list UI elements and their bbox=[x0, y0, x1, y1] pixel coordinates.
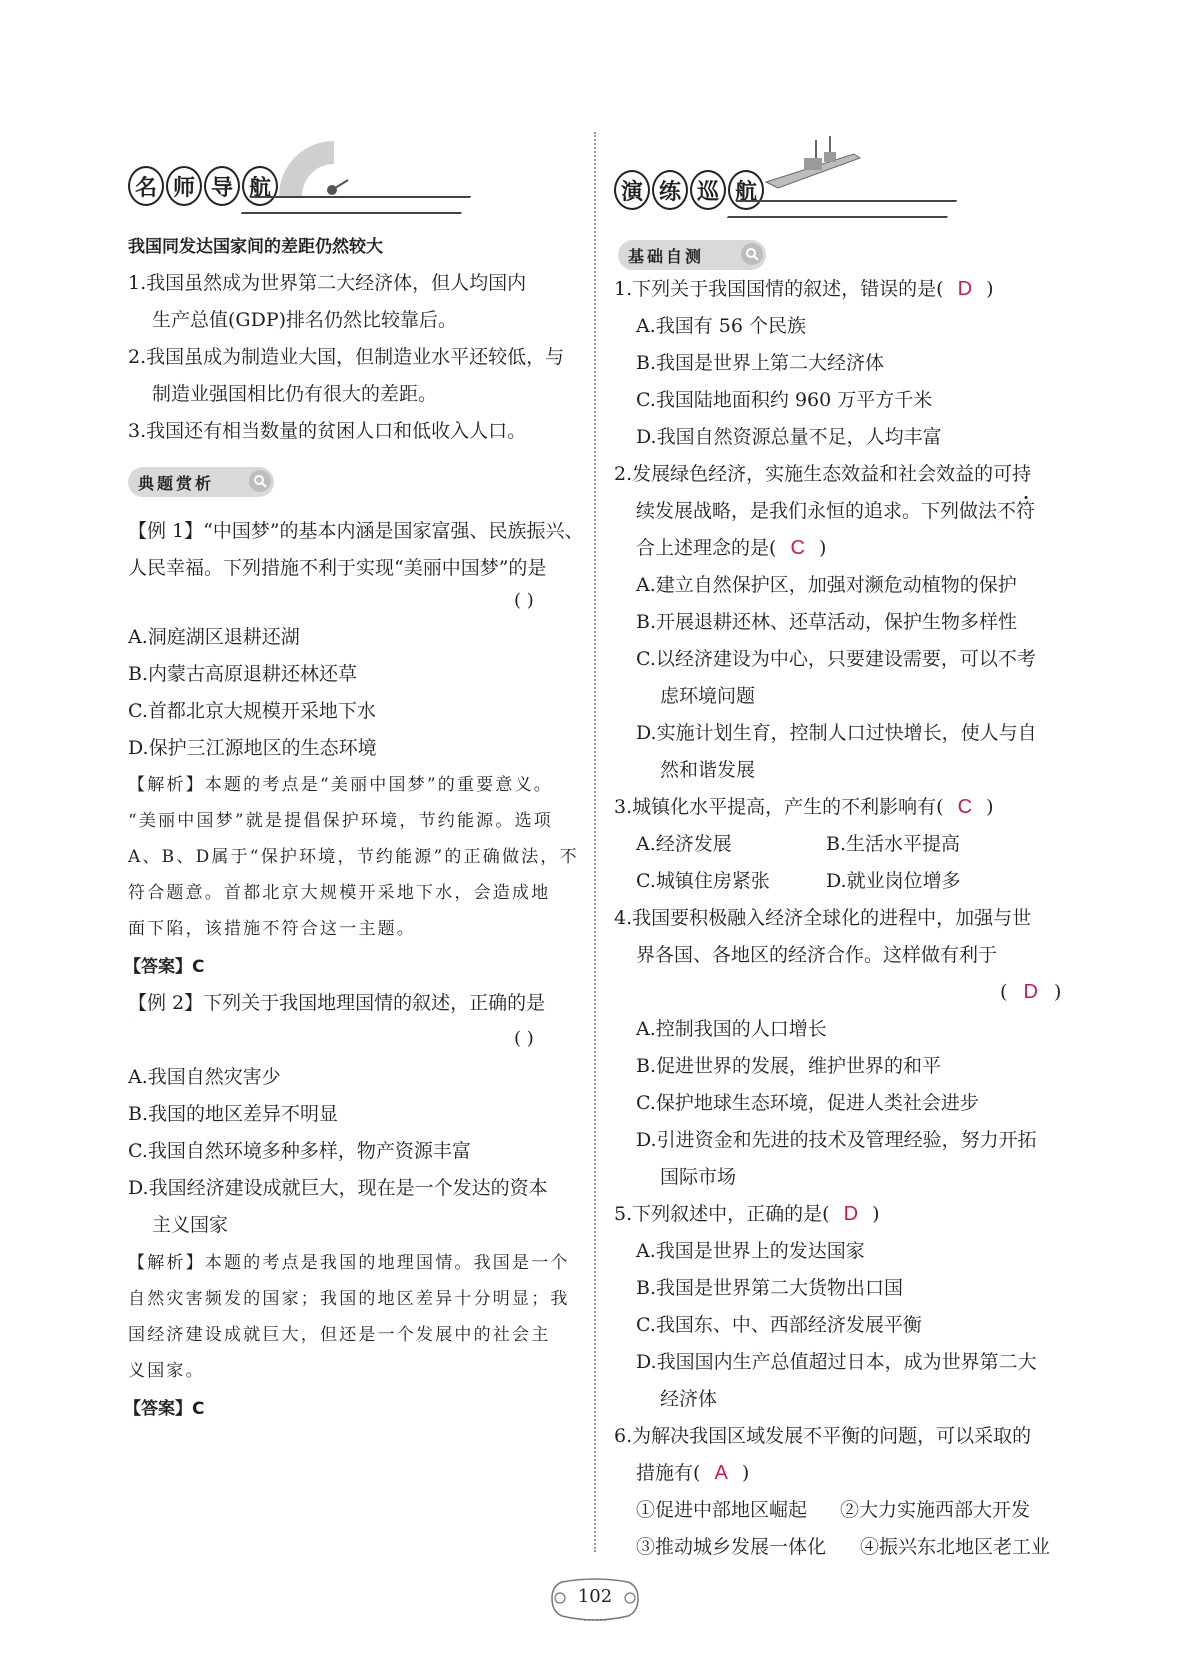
question-stem: 4.我国要积极融入经济全球化的进程中，加强与世 bbox=[614, 907, 1032, 929]
point-line: 3.我国还有相当数量的贫困人口和低收入人口。 bbox=[128, 420, 527, 442]
warship-icon bbox=[764, 132, 864, 192]
paren-close: ) bbox=[741, 1462, 750, 1484]
option: C.我国自然环境多种多样，物产资源丰富 bbox=[128, 1140, 471, 1162]
answer-label: 【答案】C bbox=[124, 957, 205, 977]
option: A.我国有 56 个民族 bbox=[636, 315, 807, 337]
answer-blank: ( ) bbox=[514, 590, 534, 611]
answer-mark: D bbox=[957, 278, 973, 300]
question-stem: 5.下列叙述中，正确的是( bbox=[614, 1203, 830, 1225]
option: D.我国国内生产总值超过日本，成为世界第二大 bbox=[636, 1351, 1037, 1373]
point-line: 2.我国虽成为制造业大国，但制造业水平还较低，与 bbox=[128, 346, 565, 368]
option: A.经济发展 bbox=[636, 833, 732, 855]
target-icon bbox=[274, 136, 354, 206]
section-label-text: 典题赏析 bbox=[138, 473, 215, 493]
heading-char: 航 bbox=[242, 166, 278, 206]
section-label-text: 基础自测 bbox=[628, 246, 705, 266]
option: B.内蒙古高原退耕还林还草 bbox=[128, 663, 358, 685]
question-stem-line bbox=[636, 498, 1035, 524]
answer-mark: C bbox=[957, 796, 973, 818]
banner-swoosh bbox=[727, 200, 957, 218]
point-line: 生产总值(GDP)排名仍然比较靠后。 bbox=[152, 309, 458, 331]
option: D.就业岗位增多 bbox=[826, 870, 961, 892]
question-stem-line bbox=[636, 1460, 749, 1486]
subtitle: 我国同发达国家间的差距仍然较大 bbox=[128, 237, 383, 257]
option: A.控制我国的人口增长 bbox=[636, 1018, 827, 1040]
answer-mark: C bbox=[790, 537, 805, 559]
option-continued: 经济体 bbox=[660, 1388, 718, 1410]
section-label-dianti bbox=[128, 467, 274, 497]
paren-open: ( bbox=[1000, 981, 1008, 1003]
option: C.我国陆地面积约 960 万平方千米 bbox=[636, 389, 933, 411]
analysis-line: 面下陷，该措施不符合这一主题。 bbox=[128, 919, 416, 939]
question-stem: 合上述理念的是( bbox=[636, 537, 777, 559]
question-3 bbox=[614, 794, 994, 820]
option: B.促进世界的发展，维护世界的和平 bbox=[636, 1055, 942, 1077]
option: C.城镇住房紧张 bbox=[636, 870, 770, 892]
answer-mark: A bbox=[714, 1462, 728, 1484]
heading-banner-yanlian bbox=[614, 166, 954, 218]
question-stem: 1.下列关于我国国情的叙述，错误的是( bbox=[614, 278, 944, 300]
option-continued: 然和谐发展 bbox=[660, 759, 756, 781]
heading-char: 导 bbox=[204, 166, 240, 206]
option: B.我国是世界上第二大经济体 bbox=[636, 352, 885, 374]
option: B.我国是世界第二大货物出口国 bbox=[636, 1277, 904, 1299]
question-stem: 2.发展绿色经济，实施生态效益和社会效益的可持 bbox=[614, 463, 1032, 485]
question-1 bbox=[614, 276, 994, 302]
analysis-line: 【解析】本题的考点是我国的地理国情。我国是一个 bbox=[128, 1253, 570, 1273]
question-5 bbox=[614, 1201, 880, 1227]
paren-close: ) bbox=[986, 278, 994, 300]
heading-char: 名 bbox=[128, 166, 164, 206]
emphasis-char: 符 bbox=[1016, 500, 1036, 522]
answer-mark: D bbox=[1023, 981, 1038, 1003]
heading-char: 练 bbox=[652, 170, 688, 210]
example-stem: 【例 1】“中国梦”的基本内涵是国家富强、民族振兴、 bbox=[128, 520, 584, 542]
page-number-badge bbox=[550, 1576, 640, 1626]
example-stem: 【例 2】下列关于我国地理国情的叙述，正确的是 bbox=[128, 992, 546, 1014]
option: D.保护三江源地区的生态环境 bbox=[128, 737, 377, 759]
option: C.首都北京大规模开采地下水 bbox=[128, 700, 376, 722]
option: C.以经济建设为中心，只要建设需要，可以不考 bbox=[636, 648, 1036, 670]
analysis-line: 国经济建设成就巨大，但还是一个发展中的社会主 bbox=[128, 1325, 551, 1345]
analysis-line: 义国家。 bbox=[128, 1361, 205, 1381]
question-stem-line bbox=[636, 535, 826, 561]
option: D.我国经济建设成就巨大，现在是一个发达的资本 bbox=[128, 1177, 548, 1199]
analysis-line: 自然灾害频发的国家；我国的地区差异十分明显；我 bbox=[128, 1289, 570, 1309]
heading-banner-mingshi bbox=[128, 162, 468, 214]
list-item: ②大力实施西部大开发 bbox=[840, 1499, 1031, 1521]
answer-label: 【答案】C bbox=[124, 1399, 205, 1419]
option: A.洞庭湖区退耕还湖 bbox=[128, 626, 300, 648]
option: A.建立自然保护区，加强对濒危动植物的保护 bbox=[636, 574, 1017, 596]
analysis-line: 符合题意。首都北京大规模开采地下水，会造成地 bbox=[128, 883, 551, 903]
magnifier-icon bbox=[249, 470, 271, 492]
analysis-line: “美丽中国梦”就是提倡保护环境，节约能源。选项 bbox=[128, 811, 553, 831]
paren-close: ) bbox=[872, 1203, 880, 1225]
option: C.保护地球生态环境，促进人类社会进步 bbox=[636, 1092, 979, 1114]
point-line: 制造业强国相比仍有很大的差距。 bbox=[152, 383, 438, 405]
paren-close: ) bbox=[818, 537, 827, 559]
option: D.实施计划生育，控制人口过快增长，使人与自 bbox=[636, 722, 1037, 744]
heading-char: 航 bbox=[728, 170, 764, 210]
list-item: ③推动城乡发展一体化 bbox=[636, 1536, 827, 1558]
question-stem: 续发展战略，是我们永恒的追求。下列做法不 bbox=[636, 500, 1017, 522]
answer-blank bbox=[1000, 979, 1061, 1005]
option: D.我国自然资源总量不足，人均丰富 bbox=[636, 426, 942, 448]
option: C.我国东、中、西部经济发展平衡 bbox=[636, 1314, 922, 1336]
paren-close: ) bbox=[1053, 981, 1062, 1003]
list-item: ④振兴东北地区老工业 bbox=[860, 1536, 1051, 1558]
analysis-line: 【解析】本题的考点是“美丽中国梦”的重要意义。 bbox=[128, 775, 553, 795]
option: A.我国是世界上的发达国家 bbox=[636, 1240, 865, 1262]
point-line: 1.我国虽然成为世界第二大经济体，但人均国内 bbox=[128, 272, 527, 294]
example-stem: 人民幸福。下列措施不利于实现“美丽中国梦”的是 bbox=[128, 557, 547, 579]
option: B.生活水平提高 bbox=[826, 833, 961, 855]
analysis-line: A、B、D属于“保护环境，节约能源”的正确做法，不 bbox=[128, 847, 579, 867]
heading-char: 巡 bbox=[690, 170, 726, 210]
question-stem: 3.城镇化水平提高，产生的不利影响有( bbox=[614, 796, 944, 818]
option-continued: 主义国家 bbox=[152, 1214, 229, 1236]
option-continued: 虑环境问题 bbox=[660, 685, 756, 707]
heading-char: 演 bbox=[614, 170, 650, 210]
heading-char: 师 bbox=[166, 166, 202, 206]
page-number: 102 bbox=[577, 1586, 613, 1607]
option: B.我国的地区差异不明显 bbox=[128, 1103, 339, 1125]
answer-blank: ( ) bbox=[514, 1028, 534, 1049]
question-stem: 措施有( bbox=[636, 1462, 701, 1484]
option: B.开展退耕还林、还草活动，保护生物多样性 bbox=[636, 611, 1018, 633]
column-divider bbox=[594, 132, 596, 1552]
paren-close: ) bbox=[986, 796, 994, 818]
question-stem: 6.为解决我国区域发展不平衡的问题，可以采取的 bbox=[614, 1425, 1032, 1447]
question-stem: 界各国、各地区的经济合作。这样做有利于 bbox=[636, 944, 998, 966]
magnifier-icon bbox=[741, 243, 763, 265]
list-item: ①促进中部地区崛起 bbox=[636, 1499, 808, 1521]
section-label-jichu bbox=[618, 240, 766, 270]
option: A.我国自然灾害少 bbox=[128, 1066, 281, 1088]
option: D.引进资金和先进的技术及管理经验，努力开拓 bbox=[636, 1129, 1037, 1151]
option-continued: 国际市场 bbox=[660, 1166, 737, 1188]
answer-mark: D bbox=[843, 1203, 859, 1225]
